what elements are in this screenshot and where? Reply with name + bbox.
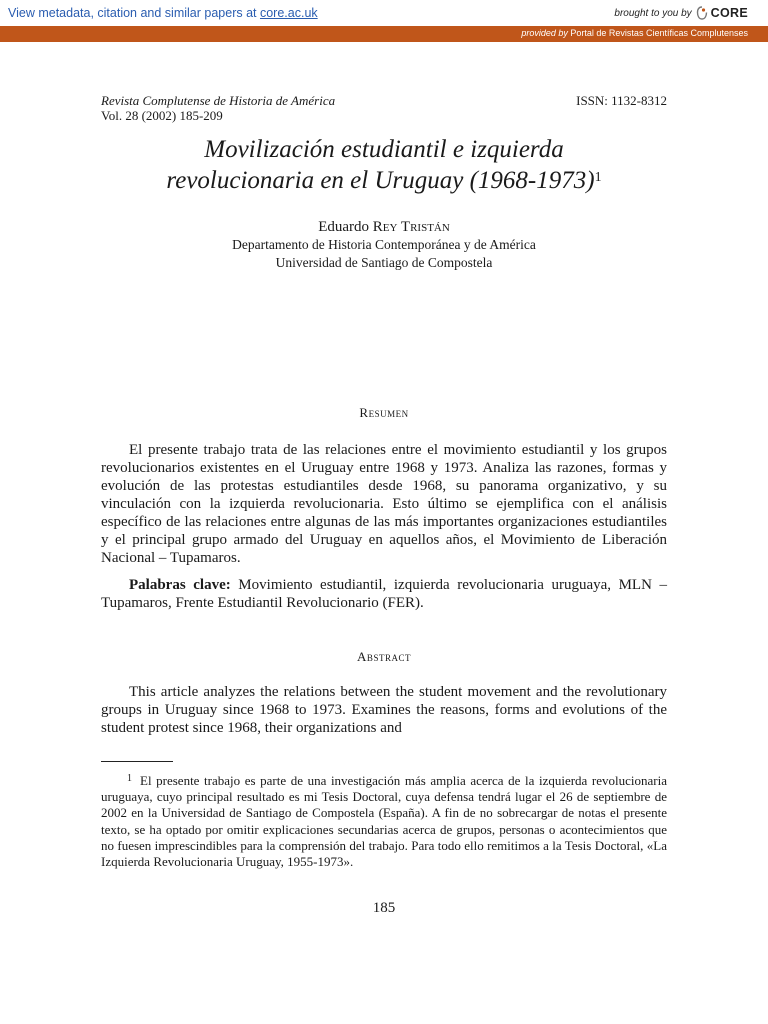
footnote	[101, 771, 667, 870]
author	[101, 218, 667, 236]
title-footnote-mark[interactable]: 1	[594, 170, 602, 185]
title-line-1: Movilización estudiantil e izquierda	[204, 136, 564, 163]
core-brought-text: brought to you by	[614, 7, 692, 19]
footnote-number: 1	[127, 773, 132, 784]
core-link-prefix[interactable]: View metadata, citation and similar papers at	[8, 6, 260, 20]
journal-volume: Vol. 28 (2002) 185-209	[101, 108, 223, 123]
page-number: 185	[372, 900, 396, 916]
journal-name: Revista Complutense de Historia de América	[101, 93, 336, 108]
core-banner	[0, 0, 768, 27]
author-last-name: Rey Tristán	[372, 219, 450, 235]
resumen-heading: Resumen	[359, 405, 409, 420]
keywords-label: Palabras clave:	[129, 577, 231, 593]
abstract-text: This article analyzes the relations between the student movement and the revolutionary groups in Uruguay since 1968 to 1973. Examines the reasons, forms and evolutions of the student protest since 1968, their organizations and	[101, 684, 667, 736]
core-logo-icon	[696, 6, 708, 20]
core-link-site[interactable]: core.ac.uk	[259, 6, 318, 20]
affiliation-university: Universidad de Santiago de Compostela	[275, 255, 493, 270]
title-line-2	[101, 164, 667, 195]
article-title	[101, 136, 667, 195]
title-line-2-text: revolucionaria en el Uruguay (1968-1973)	[166, 167, 595, 194]
core-provided-bar	[0, 26, 768, 42]
core-provided-text[interactable]	[521, 28, 748, 38]
keywords-paragraph	[101, 576, 667, 612]
core-logo-text: CORE	[710, 6, 748, 20]
core-provider[interactable]: Portal de Revistas Científicas Complutenses	[570, 28, 748, 38]
core-metadata-link[interactable]	[8, 6, 318, 20]
footnote-rule	[101, 761, 173, 762]
resumen-text: El presente trabajo trata de las relaciones entre el movimiento estudiantil y los grupos revolucionarios existentes en el Uruguay entre 1968 y 1973. Analiza las razones, formas y evolución de las protestas estudiantiles desde 1968, su panorama organizativo, y su vinculación con la izquierda revolucionaria. Esto último se ejemplifica con el análisis específico de las relaciones entre algunas de las más importantes organizaciones estudiantiles y el principal grupo armado del Uruguay en aquellos años, el Movimiento de Liberación Nacional – Tupamaros.	[101, 442, 667, 566]
footnote-text: El presente trabajo es parte de una investigación más amplia acerca de la izquierda revolucionaria uruguaya, cuyo principal resultado es mi Tesis Doctoral, cuya defensa tendrá lugar el 26 de septiembre de 2002 en la Universidad de Santiago de Compostela (España). A fin de no sobrecargar de notas el presente texto, se ha optado por omitir explicaciones secundarias acerca de grupos, personas o acontecimientos que no fuesen imprescindibles para la comprensión del trabajo. Para todo ello remitimos a la Tesis Doctoral, «La Izquierda Revolucionaria Uruguay, 1955-1973».	[101, 773, 667, 870]
journal-issn: ISSN: 1132-8312	[576, 93, 667, 108]
keywords-text: Movimiento estudiantil, izquierda revolucionaria uruguaya, MLN – Tupamaros, Frente Estudiantil Revolucionario (FER).	[101, 577, 667, 611]
core-brought-by[interactable]	[614, 6, 748, 20]
affiliation-department: Departamento de Historia Contemporánea y de América	[232, 237, 536, 252]
core-provided-label: provided by	[521, 28, 568, 38]
author-first-name: Eduardo	[318, 219, 373, 235]
abstract-heading: Abstract	[357, 649, 411, 664]
